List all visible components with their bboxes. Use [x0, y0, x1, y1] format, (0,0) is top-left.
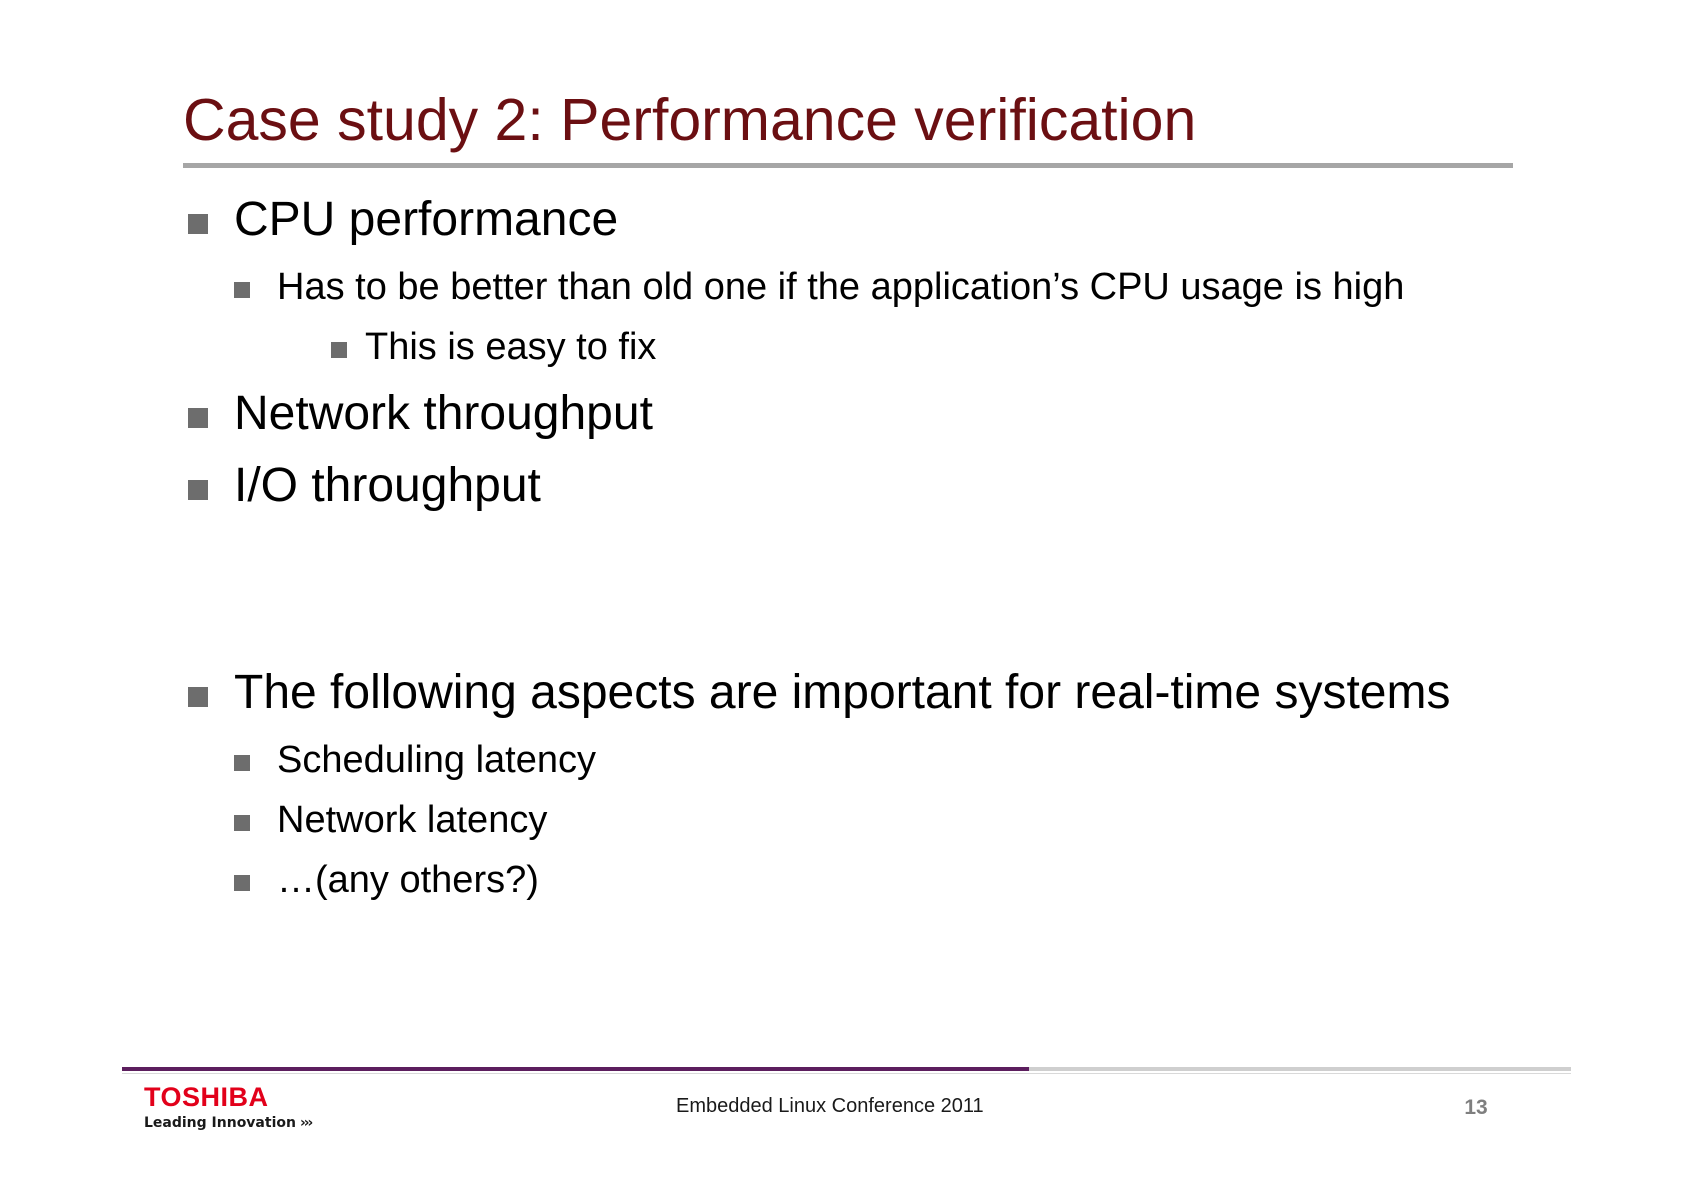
- square-bullet-icon: [234, 875, 250, 891]
- square-bullet-icon: [234, 282, 250, 298]
- slide-title: Case study 2: Performance verification: [183, 87, 1197, 153]
- title-divider: [183, 163, 1513, 168]
- logo-tagline: Leading Innovation: [144, 1115, 296, 1131]
- footer-divider-thin: [122, 1073, 1571, 1074]
- triple-chevron-right-icon: ›››: [299, 1115, 312, 1131]
- square-bullet-icon: [188, 687, 208, 707]
- square-bullet-icon: [188, 408, 208, 428]
- bullet-text: Scheduling latency: [277, 739, 596, 781]
- logo-tagline-row: [144, 1114, 311, 1132]
- conference-name: Embedded Linux Conference 2011: [676, 1095, 984, 1117]
- bullet-text: I/O throughput: [234, 459, 541, 512]
- bullet-text: Network latency: [277, 799, 548, 841]
- footer-divider-accent: [122, 1067, 1029, 1071]
- square-bullet-icon: [234, 755, 250, 771]
- page-number: 13: [1464, 1096, 1488, 1119]
- bullet-text: CPU performance: [234, 193, 619, 246]
- square-bullet-icon: [234, 815, 250, 831]
- logo-wordmark: TOSHIBA: [144, 1082, 269, 1112]
- bullet-text: This is easy to fix: [365, 326, 657, 368]
- toshiba-logo: [144, 1082, 311, 1132]
- square-bullet-icon: [188, 480, 208, 500]
- square-bullet-icon: [331, 342, 347, 358]
- bullet-text: Network throughput: [234, 387, 653, 440]
- bullet-text: Has to be better than old one if the application’s CPU usage is high: [277, 266, 1405, 308]
- bullet-text: …(any others?): [277, 859, 539, 901]
- footer-divider: [1029, 1067, 1571, 1071]
- bullet-text: The following aspects are important for real-time systems: [234, 666, 1451, 719]
- square-bullet-icon: [188, 214, 208, 234]
